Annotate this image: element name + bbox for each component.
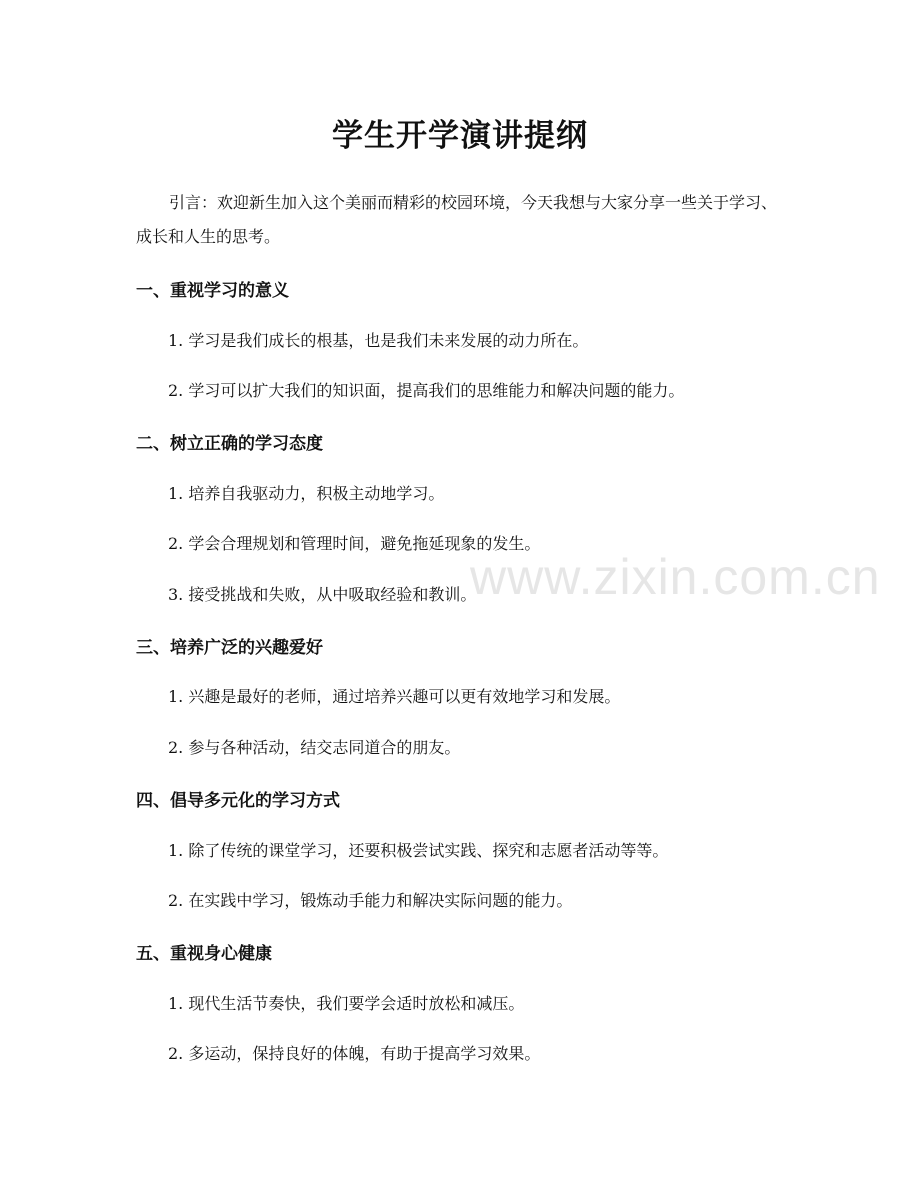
section-4-item-1: 1. 除了传统的课堂学习，还要积极尝试实践、探究和志愿者活动等等。 bbox=[168, 841, 669, 860]
section-2-item-2: 2. 学会合理规划和管理时间，避免拖延现象的发生。 bbox=[168, 534, 541, 553]
watermark-text: www.zixin.com.cn bbox=[470, 549, 881, 605]
section-heading-5: 五、重视身心健康 bbox=[136, 944, 272, 964]
intro-paragraph: 引言：欢迎新生加入这个美丽而精彩的校园环境，今天我想与大家分享一些关于学习、成长和人生的思考。 bbox=[136, 193, 778, 246]
section-1-item-1: 1. 学习是我们成长的根基，也是我们未来发展的动力所在。 bbox=[168, 331, 589, 350]
document-title: 学生开学演讲提纲 bbox=[332, 118, 588, 154]
section-2-item-3: 3. 接受挑战和失败，从中吸取经验和教训。 bbox=[168, 585, 477, 604]
section-3-item-2: 2. 参与各种活动，结交志同道合的朋友。 bbox=[168, 738, 461, 757]
section-heading-2: 二、树立正确的学习态度 bbox=[136, 434, 323, 454]
section-3-item-1: 1. 兴趣是最好的老师，通过培养兴趣可以更有效地学习和发展。 bbox=[168, 687, 621, 706]
section-5-item-1: 1. 现代生活节奏快，我们要学会适时放松和减压。 bbox=[168, 994, 525, 1013]
section-heading-4: 四、倡导多元化的学习方式 bbox=[136, 791, 340, 811]
section-heading-3: 三、培养广泛的兴趣爱好 bbox=[136, 638, 323, 658]
section-2-item-1: 1. 培养自我驱动力，积极主动地学习。 bbox=[168, 484, 445, 503]
section-5-item-2: 2. 多运动，保持良好的体魄，有助于提高学习效果。 bbox=[168, 1044, 541, 1063]
section-heading-1: 一、重视学习的意义 bbox=[136, 281, 289, 301]
section-4-item-2: 2. 在实践中学习，锻炼动手能力和解决实际问题的能力。 bbox=[168, 891, 573, 910]
section-1-item-2: 2. 学习可以扩大我们的知识面，提高我们的思维能力和解决问题的能力。 bbox=[168, 381, 685, 400]
